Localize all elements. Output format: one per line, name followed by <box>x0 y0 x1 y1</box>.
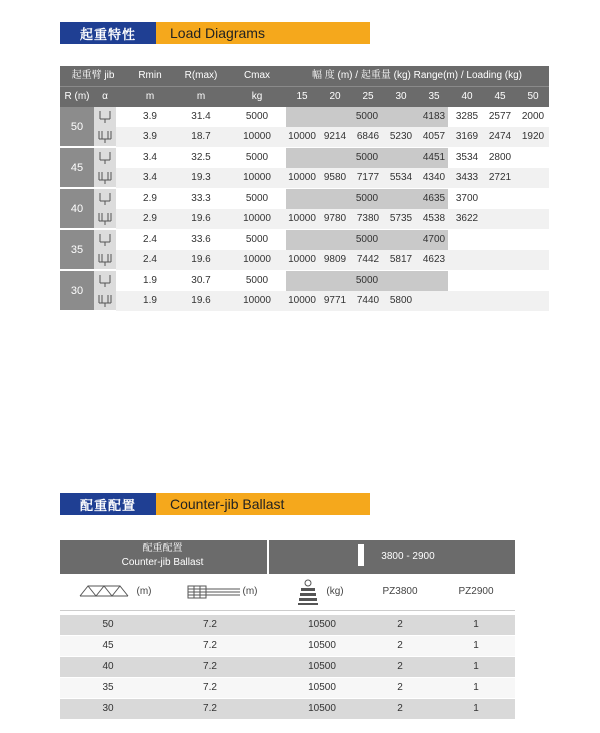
pz2900-count-cell: 1 <box>473 682 479 693</box>
ballast-subheader-row <box>60 574 515 611</box>
ballast-head-row <box>60 540 515 574</box>
counter-jib-length-cell: 7.2 <box>203 682 217 693</box>
rmin-cell: 3.4 <box>143 172 157 183</box>
load-cell: 1920 <box>521 131 545 142</box>
range-col-header: 25 <box>362 91 374 102</box>
load-cell: 9771 <box>323 295 347 306</box>
cmax-cell: 5000 <box>245 275 269 286</box>
ballast-row <box>60 699 515 719</box>
load-cell: 4057 <box>422 131 446 142</box>
merged-load-cell: 5000 <box>286 189 448 209</box>
counter-jib-length-cell: 7.2 <box>203 703 217 714</box>
load-cell: 10000 <box>288 254 316 265</box>
load-row <box>60 250 549 270</box>
pz3800-header: PZ3800 <box>382 586 418 597</box>
cmax-unit: kg <box>251 91 263 102</box>
load-cell: 9580 <box>323 172 347 183</box>
single-hook-icon <box>98 233 112 247</box>
jib-length-cell: 40 <box>102 661 114 672</box>
counter-jib-length-cell: 7.2 <box>203 619 217 630</box>
ballast-row <box>60 678 515 698</box>
jib-length-cell: 35 <box>60 230 94 269</box>
jib-length-cell: 50 <box>60 107 94 146</box>
alpha-header: α <box>102 91 108 102</box>
load-cell: 3433 <box>455 172 479 183</box>
load-row <box>60 291 549 311</box>
load-cell: 4538 <box>422 213 446 224</box>
double-hook-icon <box>98 253 112 267</box>
cmax-cell: 5000 <box>245 111 269 122</box>
pz3800-count-cell: 2 <box>397 682 403 693</box>
ballast-range: 3800 - 2900 <box>381 551 435 562</box>
jib-header: 起重臂 jib <box>71 70 115 81</box>
load-cell: 3285 <box>455 111 479 122</box>
cmax-header: Cmax <box>243 70 271 81</box>
range-col-header: 15 <box>296 91 308 102</box>
load-cell: 4623 <box>422 254 446 265</box>
pz2900-count-cell: 1 <box>473 703 479 714</box>
rmax-cell: 19.6 <box>191 213 211 224</box>
load-cell: 7177 <box>356 172 380 183</box>
rmax-cell: 31.4 <box>191 111 211 122</box>
rmin-cell: 2.9 <box>143 193 157 204</box>
load-cell: 5817 <box>389 254 413 265</box>
ballast-weight-cell: 10500 <box>308 703 336 714</box>
load-cell: 5534 <box>389 172 413 183</box>
range-col-header: 45 <box>494 91 506 102</box>
cmax-cell: 10000 <box>243 213 271 224</box>
pz3800-count-cell: 2 <box>397 619 403 630</box>
load-cell: 2000 <box>521 111 545 122</box>
rmax-cell: 18.7 <box>191 131 211 142</box>
rmax-cell: 19.6 <box>191 295 211 306</box>
cmax-cell: 10000 <box>243 254 271 265</box>
rmin-cell: 1.9 <box>143 275 157 286</box>
cmax-cell: 5000 <box>245 193 269 204</box>
load-table <box>60 66 549 312</box>
single-hook-icon <box>98 192 112 206</box>
load-row <box>60 168 549 188</box>
pz3800-count-cell: 2 <box>397 640 403 651</box>
weight-stack-icon <box>298 578 318 611</box>
rmin-cell: 3.9 <box>143 131 157 142</box>
double-hook-icon <box>98 294 112 308</box>
load-cell: 10000 <box>288 172 316 183</box>
load-cell: 7440 <box>356 295 380 306</box>
ballast-head-en: Counter-jib Ballast <box>121 557 204 568</box>
rmin-unit: m <box>145 91 155 102</box>
load-cell: 5230 <box>389 131 413 142</box>
load-cell: 5735 <box>389 213 413 224</box>
section-title-en: Counter-jib Ballast <box>156 493 370 515</box>
load-row <box>60 209 549 229</box>
jib-length-cell: 30 <box>60 271 94 310</box>
ballast-weight-cell: 10500 <box>308 682 336 693</box>
double-hook-icon <box>98 130 112 144</box>
load-cell: 4451 <box>422 152 446 163</box>
load-cell: 4340 <box>422 172 446 183</box>
cmax-cell: 10000 <box>243 131 271 142</box>
pz2900-count-cell: 1 <box>473 661 479 672</box>
load-diagrams-header <box>60 22 370 44</box>
load-cell: 9214 <box>323 131 347 142</box>
counter-jib-length-cell: 7.2 <box>203 640 217 651</box>
merged-load-cell: 5000 <box>286 107 448 127</box>
pz2900-header: PZ2900 <box>458 586 494 597</box>
load-cell: 2577 <box>488 111 512 122</box>
merged-load-cell: 5000 <box>286 148 448 168</box>
load-cell: 6846 <box>356 131 380 142</box>
jib-length-cell: 45 <box>102 640 114 651</box>
ballast-head-cn: 配重配置 <box>142 543 183 554</box>
jib-length-cell: 35 <box>102 682 114 693</box>
load-cell: 3169 <box>455 131 479 142</box>
load-row <box>60 127 549 147</box>
range-col-header: 50 <box>527 91 539 102</box>
load-cell: 4183 <box>422 111 446 122</box>
jib-unit: (m) <box>136 586 152 597</box>
load-cell: 9809 <box>323 254 347 265</box>
section-title-cn: 起重特性 <box>60 22 156 44</box>
rmax-header: R(max) <box>184 70 218 81</box>
cmax-cell: 10000 <box>243 295 271 306</box>
rmin-cell: 3.4 <box>143 152 157 163</box>
r-header: R (m) <box>64 91 90 102</box>
cmax-cell: 10000 <box>243 172 271 183</box>
load-row <box>60 189 549 209</box>
jib-length-cell: 45 <box>60 148 94 187</box>
rmin-cell: 2.4 <box>143 254 157 265</box>
merged-load-cell: 5000 <box>286 230 448 250</box>
ballast-row <box>60 636 515 656</box>
counter-jib-unit: (m) <box>242 586 258 597</box>
load-cell: 2800 <box>488 152 512 163</box>
load-cell: 7442 <box>356 254 380 265</box>
counter-jib-length-cell: 7.2 <box>203 661 217 672</box>
pz3800-count-cell: 2 <box>397 661 403 672</box>
rmax-cell: 19.3 <box>191 172 211 183</box>
ballast-weight-cell: 10500 <box>308 661 336 672</box>
cmax-cell: 5000 <box>245 234 269 245</box>
load-cell: 2721 <box>488 172 512 183</box>
load-cell: 3534 <box>455 152 479 163</box>
cmax-cell: 5000 <box>245 152 269 163</box>
double-hook-icon <box>98 212 112 226</box>
load-cell: 9780 <box>323 213 347 224</box>
header-divider <box>267 540 269 574</box>
single-hook-icon <box>98 110 112 124</box>
rmin-cell: 3.9 <box>143 111 157 122</box>
pz2900-count-cell: 1 <box>473 640 479 651</box>
double-hook-icon <box>98 171 112 185</box>
single-hook-icon <box>98 274 112 288</box>
pz2900-count-cell: 1 <box>473 619 479 630</box>
jib-length-cell: 40 <box>60 189 94 228</box>
ballast-table <box>60 540 515 719</box>
counter-jib-icon <box>186 582 242 607</box>
load-cell: 2474 <box>488 131 512 142</box>
jib-length-cell: 30 <box>102 703 114 714</box>
rmin-cell: 2.9 <box>143 213 157 224</box>
range-header: 幅 度 (m) / 起重量 (kg) Range(m) / Loading (kg) <box>311 70 523 81</box>
pz3800-count-cell: 2 <box>397 703 403 714</box>
load-cell: 7380 <box>356 213 380 224</box>
jib-truss-icon <box>78 582 130 607</box>
range-col-header: 30 <box>395 91 407 102</box>
rmax-cell: 19.6 <box>191 254 211 265</box>
ballast-row <box>60 615 515 635</box>
load-cell: 3700 <box>455 193 479 204</box>
load-row <box>60 148 549 168</box>
section-title-cn: 配重配置 <box>60 493 156 515</box>
rmin-header: Rmin <box>138 70 162 81</box>
range-col-header: 20 <box>329 91 341 102</box>
load-row <box>60 230 549 250</box>
load-cell: 10000 <box>288 131 316 142</box>
rmax-cell: 32.5 <box>191 152 211 163</box>
ballast-weight-cell: 10500 <box>308 619 336 630</box>
rmax-cell: 33.6 <box>191 234 211 245</box>
load-units-row <box>60 86 549 107</box>
ballast-table-body <box>60 615 515 719</box>
jib-length-cell: 50 <box>102 619 114 630</box>
ballast-block-icon <box>358 544 364 566</box>
load-row <box>60 107 549 127</box>
load-cell: 10000 <box>288 213 316 224</box>
load-cell: 10000 <box>288 295 316 306</box>
load-table-body <box>60 107 549 312</box>
rmin-cell: 2.4 <box>143 234 157 245</box>
rmin-cell: 1.9 <box>143 295 157 306</box>
single-hook-icon <box>98 151 112 165</box>
merged-load-cell: 5000 <box>286 271 448 291</box>
ballast-row <box>60 657 515 677</box>
load-cell: 5800 <box>389 295 413 306</box>
rmax-unit: m <box>196 91 206 102</box>
load-cell: 4635 <box>422 193 446 204</box>
load-header-row <box>60 66 549 86</box>
load-cell: 3622 <box>455 213 479 224</box>
weight-unit: (kg) <box>326 586 344 597</box>
rmax-cell: 30.7 <box>191 275 211 286</box>
section-title-en: Load Diagrams <box>156 22 370 44</box>
range-col-header: 40 <box>461 91 473 102</box>
ballast-weight-cell: 10500 <box>308 640 336 651</box>
range-col-header: 35 <box>428 91 440 102</box>
rmax-cell: 33.3 <box>191 193 211 204</box>
load-cell: 4700 <box>422 234 446 245</box>
ballast-header <box>60 493 370 515</box>
load-row <box>60 271 549 291</box>
